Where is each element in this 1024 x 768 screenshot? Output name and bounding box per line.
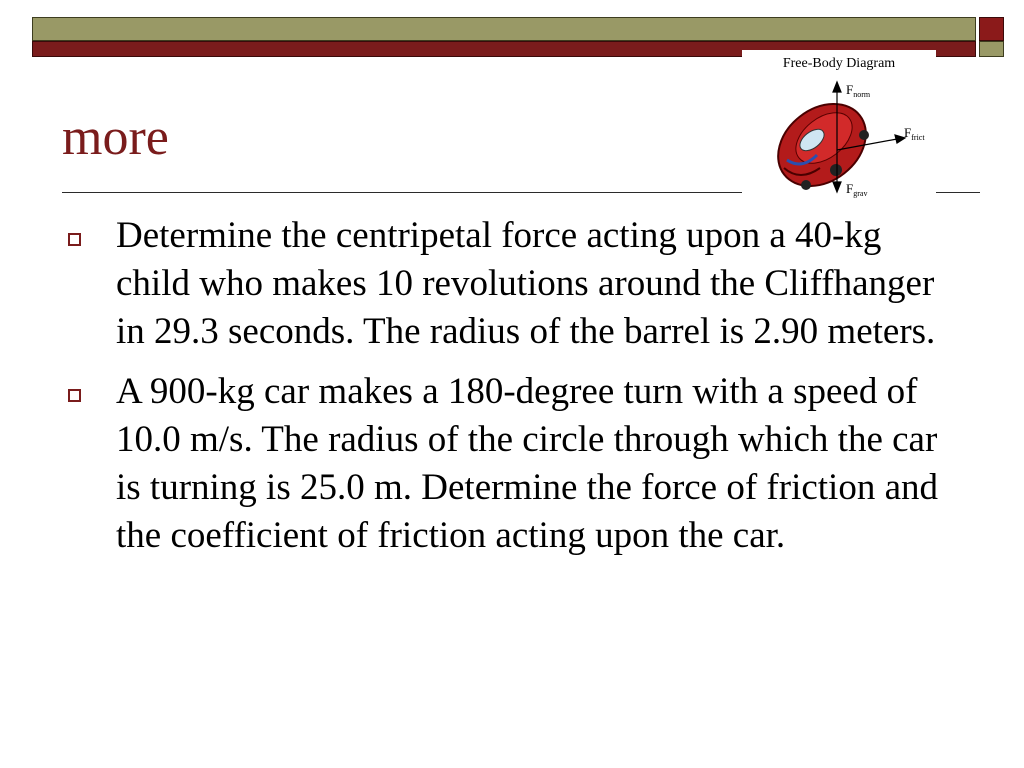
header-olive-bar	[32, 17, 976, 41]
bullet-list	[62, 212, 962, 572]
diagram-title: Free-Body Diagram	[782, 56, 896, 71]
slide-title: more	[62, 109, 169, 166]
bullet-text: A 900-kg car makes a 180-degree turn with a speed of 10.0 m/s. The radius of the circle through which the car is turning is 25.0 m. Determine the force of friction and the coefficient of friction acting upon the car.	[116, 371, 939, 556]
friction-force-label: $F_{frict}$	[904, 125, 925, 142]
bullet-text: Determine the centripetal force acting upon a 40-kg child who makes 10 revolutions around the Cliffhanger in 29.3 seconds. The radius of the barrel is 2.90 meters.	[116, 215, 936, 352]
corner-olive-square	[979, 41, 1004, 57]
normal-force-label: $F_{norm}$	[846, 82, 871, 99]
bullet-square-icon	[68, 389, 81, 402]
list-item	[62, 212, 962, 356]
list-item	[62, 368, 962, 560]
corner-maroon-square	[979, 17, 1004, 41]
gravity-force-label: $F_{grav}$	[846, 181, 868, 198]
bullet-square-icon	[68, 233, 81, 246]
free-body-diagram	[742, 50, 936, 204]
